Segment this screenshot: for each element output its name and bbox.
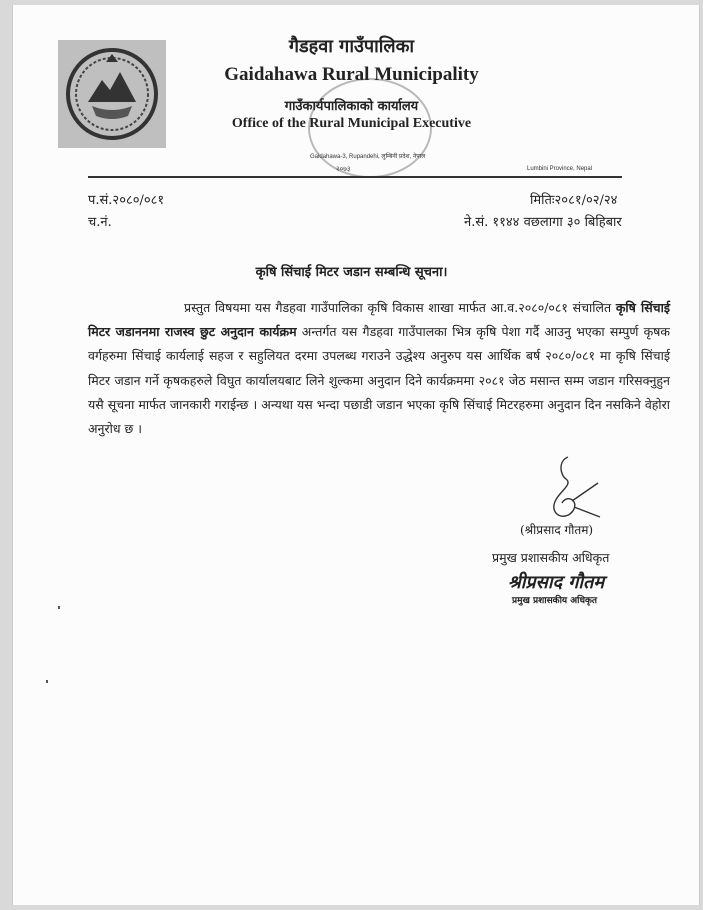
nepal-sambat-date: ने.सं. ११४४ वछलागा ३० बिहिबार: [464, 215, 622, 230]
office-name-nepali: गाउँकार्यपालिकाको कार्यालय: [284, 99, 419, 114]
notice-body-part2: अन्तर्गत यस गैडहवा गाउँपालका भित्र कृषि पेशा गर्दै आउनु भएका सम्पुर्ण कृषक वर्गहरुमा सिंचाई कार्यलाई सहज र सहुलियत दरमा उपलब्ध गराउने उद्धेश्य अनुरुप यस आर्थिक बर्ष २०८०/०८१ मा कृषि सिंचाई मिटर जडान गर्ने कृषकहरुले विघुत कार्यालयबाट लिने शुल्कमा अनुदान दिने कार्यक्रममा २०८१ जेठ मसान्त सम्म जडान गरिसक्नुहुन यसै सूचना मार्फत जानकारी गराईन्छ । अन्यथा यस भन्दा पछाडी जडान भएका कृषि सिंचाई मिटरहरुमा अनुदान दिन नसकिने वेहोरा अनुरोध छ ।: [88, 324, 670, 437]
notice-body-part1: प्रस्तुत विषयमा यस गैडहवा गाउँपालिका कृषि विकास शाखा मार्फत आ.व.२०८०/०८१ संचालित: [184, 300, 616, 315]
address-left: Gaidahawa-3, Rupandehi, लुम्बिनी प्रदेश, नेपाल: [310, 154, 426, 160]
letter-date: मितिः२०८१/०२/२४: [530, 193, 618, 208]
notice-body: [88, 296, 670, 441]
signatory-name: (श्रीप्रसाद गौतम): [520, 523, 594, 537]
scan-speck: [58, 606, 60, 609]
handwritten-signature: [538, 455, 608, 525]
notice-heading: कृषि सिंचाई मिटर जडान सम्बन्धि सूचना।: [255, 265, 448, 280]
office-stamp: [308, 78, 432, 178]
municipality-name-english: Gaidahawa Rural Municipality: [224, 64, 479, 85]
scan-speck: [46, 680, 48, 683]
municipality-name-nepali: गैडहवा गाउँपालिका: [288, 36, 415, 57]
signatory-title: प्रमुख प्रशासकीय अधिकृत: [492, 550, 610, 565]
reference-number: प.सं.२०८०/०८१: [88, 193, 165, 208]
name-stamp-title: प्रमुख प्रशासकीय अधिकृत: [512, 596, 598, 606]
address-right: Lumbini Province, Nepal: [527, 166, 593, 172]
header-divider: [88, 176, 622, 178]
notice-body-program: कृषि सिंचाई मिटर जडाननमा राजस्व छुट अनुदान कार्यक्रम: [88, 300, 670, 340]
name-stamp: श्रीप्रसाद गौतम: [508, 572, 605, 593]
office-name-english: Office of the Rural Municipal Executive: [231, 116, 472, 131]
stamp-year: २०७३: [336, 165, 351, 173]
dispatch-number: च.नं.: [88, 215, 112, 230]
